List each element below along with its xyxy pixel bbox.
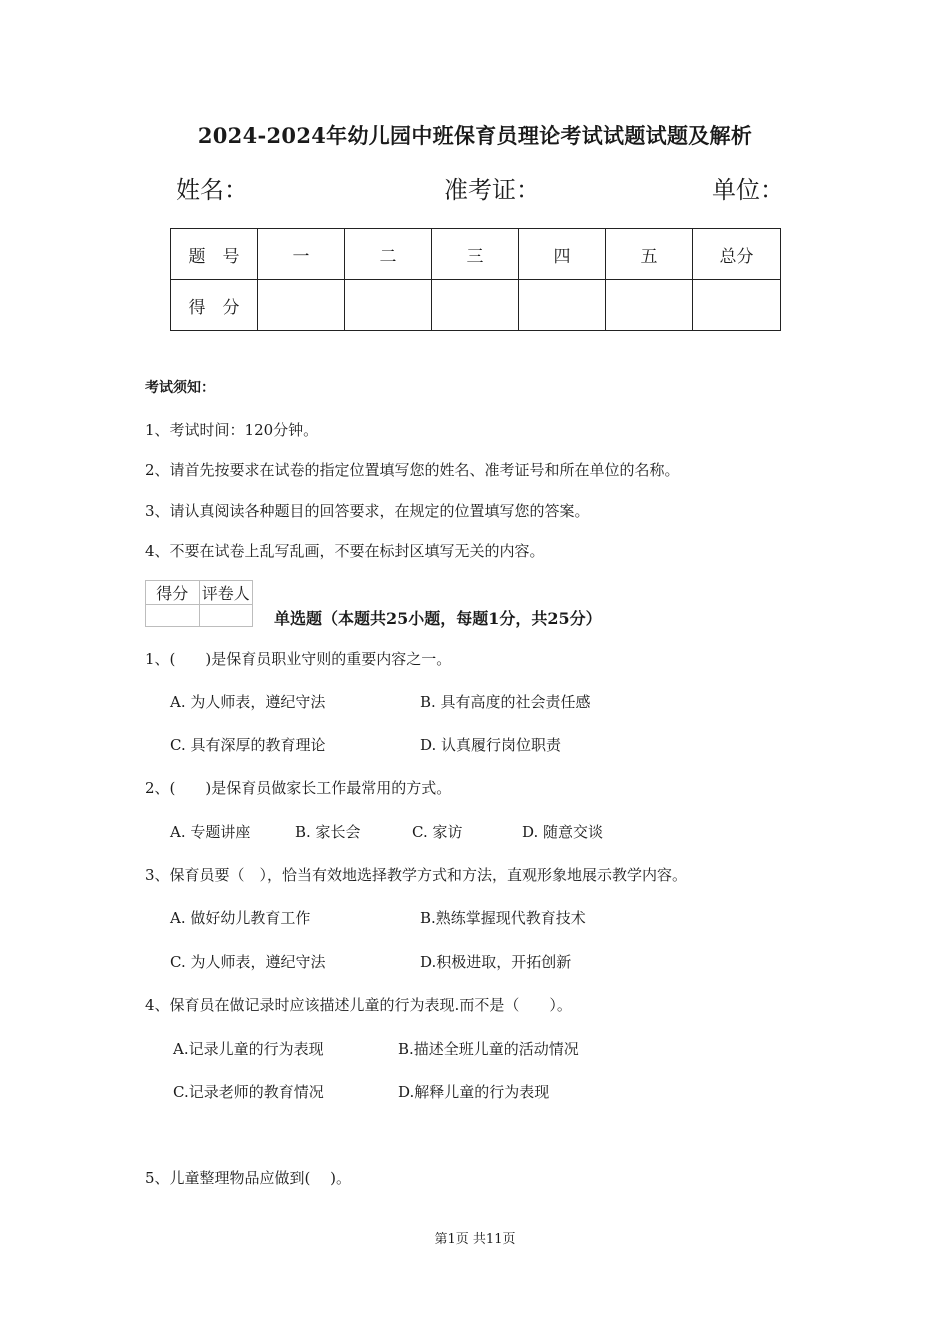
answer-option[interactable]: B. 具有高度的社会责任感 — [420, 693, 591, 711]
answer-option[interactable]: C. 具有深厚的教育理论 — [170, 736, 326, 754]
notice-title: 考试须知： — [145, 380, 215, 396]
question-stem: 2、( )是保育员做家长工作最常用的方式。 — [145, 779, 452, 797]
score-table-header-row — [171, 229, 781, 280]
answer-option[interactable]: A. 做好幼儿教育工作 — [170, 909, 311, 927]
notice-item: 4、不要在试卷上乱写乱画，不要在标封区填写无关的内容。 — [145, 542, 545, 560]
score-table-cell: 三 — [432, 229, 519, 280]
grader-reviewer-cell[interactable] — [199, 605, 253, 627]
answer-option[interactable]: A.记录儿童的行为表现 — [173, 1040, 324, 1058]
unit-label: 单位： — [712, 176, 784, 204]
answer-option[interactable]: B.描述全班儿童的活动情况 — [398, 1040, 579, 1058]
notice-item: 3、请认真阅读各种题目的回答要求，在规定的位置填写您的答案。 — [145, 502, 590, 520]
score-table — [170, 228, 781, 331]
score-table-score-row — [171, 280, 781, 331]
question-stem: 1、( )是保育员职业守则的重要内容之一。 — [145, 650, 452, 668]
answer-option[interactable]: B. 家长会 — [295, 823, 361, 841]
question-stem: 3、保育员要（ ），恰当有效地选择教学方式和方法，直观形象地展示教学内容。 — [145, 866, 688, 884]
answer-option[interactable]: D.积极进取，开拓创新 — [420, 953, 572, 971]
notice-item: 1、考试时间：120分钟。 — [145, 421, 319, 439]
score-input-cell[interactable] — [693, 280, 781, 331]
notice-item: 2、请首先按要求在试卷的指定位置填写您的姓名、准考证号和所在单位的名称。 — [145, 461, 680, 479]
answer-option[interactable]: C. 为人师表，遵纪守法 — [170, 953, 326, 971]
answer-option[interactable]: D. 认真履行岗位职责 — [420, 736, 562, 754]
score-table-cell: 五 — [606, 229, 693, 280]
grader-reviewer-label: 评卷人 — [199, 581, 253, 605]
question-stem: 4、保育员在做记录时应该描述儿童的行为表现.而不是（ ）。 — [145, 996, 572, 1014]
question-stem: 5、儿童整理物品应做到( )。 — [145, 1169, 352, 1187]
exam-number-label: 准考证： — [444, 176, 540, 204]
score-input-cell[interactable] — [606, 280, 693, 331]
answer-option[interactable]: D.解释儿童的行为表现 — [398, 1083, 550, 1101]
score-input-cell[interactable] — [345, 280, 432, 331]
score-input-cell[interactable] — [519, 280, 606, 331]
grader-score-cell[interactable] — [146, 605, 200, 627]
answer-option[interactable]: D. 随意交谈 — [522, 823, 604, 841]
score-input-cell[interactable] — [432, 280, 519, 331]
score-table-cell: 二 — [345, 229, 432, 280]
score-table-cell: 总分 — [693, 229, 781, 280]
page-title: 2024-2024年幼儿园中班保育员理论考试试题试题及解析 — [197, 123, 753, 148]
answer-option[interactable]: A. 专题讲座 — [170, 823, 251, 841]
answer-option[interactable]: A. 为人师表，遵纪守法 — [170, 693, 326, 711]
answer-option[interactable]: B.熟练掌握现代教育技术 — [420, 909, 586, 927]
grader-score-label: 得分 — [146, 581, 200, 605]
score-table-cell: 四 — [519, 229, 606, 280]
page-footer: 第1页 共11页 — [434, 1232, 516, 1247]
score-table-cell: 一 — [258, 229, 345, 280]
answer-option[interactable]: C.记录老师的教育情况 — [173, 1083, 324, 1101]
name-label: 姓名： — [176, 176, 248, 204]
section-title: 单选题（本题共25小题，每题1分，共25分） — [274, 609, 602, 628]
score-table-cell: 题 号 — [171, 229, 258, 280]
grader-table — [145, 580, 253, 627]
score-table-cell: 得 分 — [171, 280, 258, 331]
score-input-cell[interactable] — [258, 280, 345, 331]
answer-option[interactable]: C. 家访 — [412, 823, 463, 841]
